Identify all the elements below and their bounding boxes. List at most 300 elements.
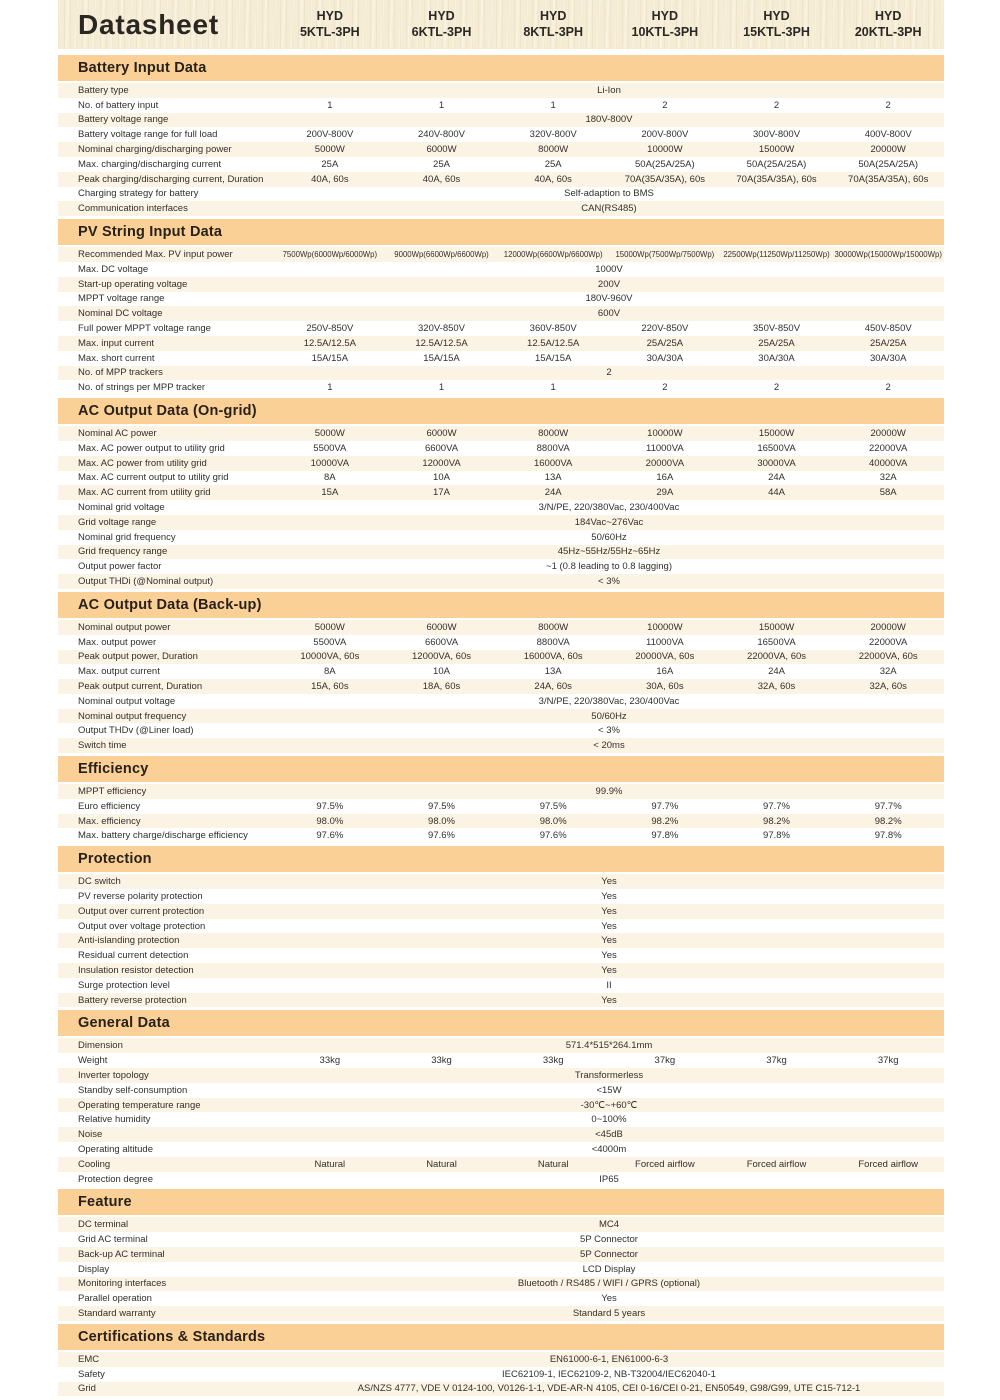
row-label: Monitoring interfaces: [78, 1278, 167, 1290]
row-label: Battery voltage range for full load: [78, 129, 218, 141]
row-value: 16500VA: [757, 636, 796, 648]
table-row: [58, 694, 944, 709]
row-value: 98.0%: [539, 815, 567, 827]
row-value: 2: [885, 99, 891, 111]
row-value: 16A: [656, 666, 674, 678]
row-cells: [274, 816, 944, 827]
column-header-20ktl-3ph: [832, 0, 944, 49]
row-value: 40A, 60s: [422, 173, 461, 185]
table-row: [58, 1127, 944, 1142]
table-row: [58, 292, 944, 307]
row-value: 37kg: [654, 1055, 676, 1067]
row-span-value: Yes: [601, 905, 617, 917]
row-value: 1: [327, 99, 333, 111]
section-header-pv-string-input-data: [58, 219, 944, 245]
row-cells: [274, 338, 944, 349]
row-value: 5500VA: [313, 636, 347, 648]
row-cells: [274, 472, 944, 483]
row-value: 10000W: [647, 621, 683, 633]
row-value: 300V-800V: [753, 129, 801, 141]
row-value: 5000W: [314, 144, 345, 156]
row-span-value: < 3%: [598, 576, 620, 587]
section-header-battery-input-data: [58, 55, 944, 81]
row-value: 37kg: [766, 1055, 787, 1067]
row-value: 15000W: [758, 144, 795, 156]
row-label: No. of strings per MPP tracker: [78, 382, 206, 394]
section-title: Protection: [78, 851, 152, 868]
table-row: [58, 574, 944, 589]
row-span-value: IP65: [599, 1173, 619, 1185]
row-value: 320V-800V: [529, 129, 577, 141]
table-row: [58, 889, 944, 904]
row-span-value: < 20ms: [593, 740, 625, 752]
row-span-value: EN61000-6-1, EN61000-6-3: [549, 1353, 669, 1365]
table-row: [58, 336, 944, 351]
row-value: 33kg: [319, 1055, 341, 1067]
row-cells: [274, 651, 944, 662]
row-value: 400V-800V: [864, 129, 912, 141]
table-row: [58, 157, 944, 172]
row-value: 16500VA: [757, 442, 796, 454]
row-cells: [274, 801, 944, 812]
table-row: [58, 664, 944, 679]
table-row: [58, 515, 944, 530]
row-value: 97.8%: [651, 830, 679, 842]
row-cells: [274, 129, 944, 140]
table-row: [58, 874, 944, 889]
row-span-value: LCD Display: [582, 1263, 636, 1275]
column-model: 8KTL-3PH: [523, 24, 584, 39]
row-span-value: 571.4*515*264.1mm: [565, 1040, 653, 1052]
row-label: Full power MPPT voltage range: [78, 323, 211, 335]
row-label: Max. AC current output to utility grid: [78, 472, 229, 484]
table-row: [58, 635, 944, 650]
table-row: [58, 262, 944, 277]
row-value: 2: [885, 382, 891, 394]
row-value: 5500VA: [313, 442, 347, 454]
row-label: Grid frequency range: [78, 546, 168, 558]
table-row: [58, 113, 944, 128]
row-label: Output over current protection: [78, 905, 205, 917]
row-cells: [274, 1055, 944, 1066]
section-title: Battery Input Data: [78, 60, 207, 76]
row-label: Standard warranty: [78, 1308, 156, 1320]
row-value: 25A/25A: [758, 337, 795, 349]
row-value: 320V-850V: [418, 323, 466, 335]
row-value: 40000VA: [869, 457, 908, 469]
row-value: 8800VA: [536, 636, 570, 648]
column-model: 6KTL-3PH: [411, 24, 472, 39]
row-label: Output THDi (@Nominal output): [78, 576, 214, 587]
row-span-value: Yes: [601, 950, 617, 962]
table-row: [58, 426, 944, 441]
row-label: Communication interfaces: [78, 203, 188, 215]
row-value: 1: [438, 382, 445, 394]
row-label: Operating temperature range: [78, 1099, 201, 1111]
row-value: 15A, 60s: [311, 680, 349, 692]
row-value: 12.5A/12.5A: [527, 337, 580, 349]
row-value: Natural: [426, 1158, 457, 1170]
row-value: 450V-850V: [864, 323, 912, 335]
row-value: 350V-850V: [753, 323, 801, 335]
page-title: Datasheet: [78, 8, 220, 40]
row-span-value: Bluetooth / RS485 / WIFI / GPRS (optional): [517, 1278, 701, 1290]
row-label: Weight: [78, 1055, 108, 1067]
table-row: [58, 172, 944, 187]
row-value: 2: [773, 99, 780, 111]
column-headers: [274, 0, 944, 49]
row-cells: [274, 1159, 944, 1170]
row-label: Max. output power: [78, 636, 157, 648]
row-value: 97.6%: [539, 830, 567, 842]
section-header-feature: [58, 1189, 944, 1215]
row-span-value: IEC62109-1, IEC62109-2, NB-T32004/IEC62040-1: [502, 1368, 716, 1380]
row-cells: [274, 382, 944, 393]
table-row: [58, 1053, 944, 1068]
row-value: 17A: [433, 487, 450, 499]
row-value: 10000VA, 60s: [300, 651, 360, 663]
row-label: Anti-islanding protection: [78, 935, 180, 947]
row-value: 10000W: [647, 144, 683, 156]
row-value: 20000W: [870, 144, 906, 156]
row-label: Nominal charging/discharging power: [78, 144, 232, 156]
row-label: Nominal output power: [78, 621, 171, 633]
section-title: General Data: [78, 1015, 170, 1032]
row-value: 6000W: [426, 144, 457, 156]
row-span-value: 600V: [597, 308, 621, 320]
row-value: 30A/30A: [758, 352, 795, 364]
table-row: [58, 83, 944, 98]
row-value: 32A, 60s: [757, 680, 796, 692]
row-span-value: 1000V: [595, 263, 623, 275]
row-value: 10000W: [647, 428, 683, 440]
row-span-value: AS/NZS 4777, VDE V 0124-100, V0126-1-1, VDE-AR-N 4105, CEI 0-16/CEI 0-21, EN50549, G98/G99, UTE C15-712-1: [357, 1383, 861, 1395]
row-label: No. of battery input: [78, 99, 159, 111]
row-label: Max. battery charge/discharge efficiency: [78, 830, 248, 842]
row-value: 50A(25A/25A): [746, 158, 807, 170]
row-label: Parallel operation: [78, 1293, 152, 1305]
section-title: Efficiency: [78, 761, 149, 778]
row-value: 44A: [768, 487, 785, 499]
row-label: Display: [78, 1263, 110, 1275]
table-row: [58, 993, 944, 1008]
row-value: 12.5A/12.5A: [415, 337, 468, 349]
row-label: DC terminal: [78, 1219, 129, 1231]
section-header-efficiency: [58, 756, 944, 782]
column-brand: HYD: [874, 8, 902, 23]
row-span-value: Yes: [601, 890, 617, 902]
section-title: AC Output Data (On-grid): [78, 403, 257, 420]
table-row: [58, 559, 944, 574]
row-value: 24A, 60s: [534, 680, 572, 692]
table-row: [58, 351, 944, 366]
row-label: Output THDv (@Liner load): [78, 725, 194, 737]
table-row: [58, 530, 944, 545]
table-row: [58, 978, 944, 993]
table-row: [58, 142, 944, 157]
row-value: 40A, 60s: [534, 173, 572, 185]
row-label: Grid: [78, 1383, 96, 1395]
row-value: 97.7%: [874, 800, 902, 812]
row-value: 25A/25A: [869, 337, 907, 349]
row-label: Max. AC current from utility grid: [78, 487, 211, 499]
row-value: 1: [438, 99, 445, 111]
row-value: 30000Wp(15000Wp/15000Wp): [834, 250, 942, 260]
row-label: Nominal grid voltage: [78, 502, 165, 514]
row-value: 16000VA: [533, 457, 573, 469]
row-label: EMC: [78, 1353, 100, 1365]
row-value: 12000VA, 60s: [412, 651, 471, 663]
table-row: [58, 366, 944, 381]
row-value: 25A: [433, 158, 450, 170]
table-row: [58, 1068, 944, 1083]
row-label: Insulation resistor detection: [78, 964, 194, 976]
row-span-value: Yes: [601, 935, 617, 947]
row-value: 25A: [321, 158, 339, 170]
table-row: [58, 201, 944, 216]
table-row: [58, 98, 944, 113]
row-value: 2: [662, 382, 668, 394]
row-label: Nominal grid frequency: [78, 531, 176, 543]
row-label: Peak output power, Duration: [78, 651, 198, 663]
row-value: 15000W: [758, 621, 795, 633]
row-value: 12000Wp(6600Wp/6600Wp): [503, 250, 603, 260]
row-cells: [274, 830, 944, 841]
row-value: 6000W: [426, 621, 457, 633]
row-value: 70A(35A/35A), 60s: [736, 173, 817, 185]
table-row: [58, 277, 944, 292]
row-value: 200V-800V: [641, 129, 689, 141]
column-model: 10KTL-3PH: [631, 24, 699, 39]
table-row: [58, 709, 944, 724]
section-title: Certifications & Standards: [78, 1328, 266, 1345]
section-header-protection: [58, 846, 944, 872]
row-value: 20000W: [870, 621, 906, 633]
row-span-value: <15W: [596, 1084, 622, 1096]
row-label: Peak output current, Duration: [78, 680, 203, 692]
row-value: 30A/30A: [646, 352, 684, 364]
section-title: AC Output Data (Back-up): [78, 596, 262, 613]
table-row: [58, 1247, 944, 1262]
row-value: 24A: [544, 487, 562, 499]
row-span-value: 5P Connector: [580, 1248, 638, 1260]
table-row: [58, 456, 944, 471]
row-value: 11000VA: [646, 442, 684, 454]
row-label: Output over voltage protection: [78, 920, 206, 932]
table-row: [58, 738, 944, 753]
row-value: 98.2%: [651, 815, 679, 827]
row-value: 98.0%: [316, 815, 344, 827]
row-value: 22000VA: [869, 636, 908, 648]
row-value: 360V-850V: [529, 323, 577, 335]
table-row: [58, 1112, 944, 1127]
row-value: 25A: [544, 158, 562, 170]
row-value: 97.7%: [763, 800, 790, 812]
row-span-value: Yes: [601, 1293, 617, 1305]
row-label: Euro efficiency: [78, 800, 141, 812]
row-label: Protection degree: [78, 1173, 153, 1185]
row-value: 15A/15A: [311, 352, 349, 364]
row-value: 15A: [321, 487, 339, 499]
row-value: 22000VA: [869, 442, 908, 454]
row-label: Nominal output voltage: [78, 695, 176, 707]
row-value: 1: [550, 99, 556, 111]
row-label: MPPT efficiency: [78, 785, 147, 797]
row-label: Relative humidity: [78, 1114, 151, 1126]
row-span-value: Yes: [601, 920, 617, 932]
row-span-value: Self-adaption to BMS: [564, 188, 654, 200]
table-row: [58, 1172, 944, 1187]
row-value: 15A/15A: [534, 352, 572, 364]
row-value: 70A(35A/35A), 60s: [848, 173, 929, 185]
row-value: 97.5%: [428, 800, 455, 812]
row-value: 33kg: [431, 1055, 452, 1067]
row-value: 15000Wp(7500Wp/7500Wp): [615, 250, 715, 260]
row-span-value: 5P Connector: [580, 1234, 638, 1246]
table-row: [58, 1098, 944, 1113]
row-span-value: II: [606, 979, 612, 991]
row-span-value: Yes: [601, 964, 617, 976]
table-row: [58, 485, 944, 500]
table-row: [58, 828, 944, 843]
row-label: Output power factor: [78, 561, 162, 573]
row-label: Dimension: [78, 1040, 123, 1052]
row-span-value: Li-Ion: [597, 84, 621, 96]
row-value: 16A: [656, 472, 674, 484]
row-label: Nominal DC voltage: [78, 308, 163, 320]
row-value: 25A/25A: [646, 337, 684, 349]
table-row: [58, 679, 944, 694]
row-label: Recommended Max. PV input power: [78, 249, 233, 261]
row-value: 11000VA: [646, 636, 684, 648]
row-value: 10000VA: [310, 457, 350, 469]
row-label: Standby self-consumption: [78, 1084, 188, 1096]
row-value: 33kg: [542, 1055, 564, 1067]
table-row: [58, 306, 944, 321]
row-span-value: -30℃~+60℃: [580, 1099, 638, 1111]
row-cells: [274, 637, 944, 648]
column-header-15ktl-3ph: [721, 0, 833, 49]
row-span-value: 99.9%: [595, 785, 623, 797]
row-value: 98.2%: [763, 815, 790, 827]
row-value: 97.8%: [763, 830, 790, 842]
row-value: 8000W: [538, 144, 569, 156]
table-row: [58, 1352, 944, 1367]
table-row: [58, 1157, 944, 1172]
section-header-general-data: [58, 1010, 944, 1036]
row-label: Battery reverse protection: [78, 994, 187, 1006]
column-model: 5KTL-3PH: [299, 24, 360, 39]
row-value: 8000W: [538, 621, 569, 633]
row-cells: [274, 323, 944, 334]
row-label: No. of MPP trackers: [78, 367, 163, 379]
row-value: 200V-800V: [306, 129, 354, 141]
table-row: [58, 620, 944, 635]
column-brand: HYD: [539, 8, 567, 23]
table-row: [58, 1217, 944, 1232]
row-label: Nominal AC power: [78, 428, 157, 440]
row-value: 2: [662, 99, 668, 111]
row-cells: [274, 428, 944, 439]
table-row: [58, 127, 944, 142]
section-title: PV String Input Data: [78, 224, 223, 241]
table-row: [58, 500, 944, 515]
row-value: 8800VA: [536, 442, 570, 454]
row-span-value: 45Hz~55Hz/55Hz~65Hz: [557, 546, 661, 558]
row-cells: [274, 622, 944, 633]
row-label: Grid AC terminal: [78, 1234, 148, 1246]
row-value: 10A: [433, 666, 450, 678]
row-span-value: <4000m: [591, 1143, 627, 1155]
row-value: 20000VA, 60s: [635, 651, 695, 663]
row-value: 30A/30A: [869, 352, 907, 364]
row-value: 6000W: [426, 428, 457, 440]
row-cells: [274, 174, 944, 185]
table-row: [58, 247, 944, 262]
row-value: 37kg: [877, 1055, 899, 1067]
row-span-value: 3/N/PE, 220/380Vac, 230/400Vac: [538, 695, 680, 707]
table-row: [58, 1038, 944, 1053]
row-value: 97.7%: [651, 800, 679, 812]
table-row: [58, 723, 944, 738]
row-label: Max. AC power output to utility grid: [78, 442, 225, 454]
row-label: Max. output current: [78, 666, 160, 678]
row-cells: [274, 487, 944, 498]
row-value: 6600VA: [424, 442, 459, 454]
row-label: Residual current detection: [78, 950, 189, 962]
row-value: 12000VA: [422, 457, 461, 469]
row-cells: [274, 100, 944, 111]
column-header-10ktl-3ph: [609, 0, 721, 49]
row-value: 5000W: [314, 621, 345, 633]
row-span-value: Yes: [601, 994, 617, 1006]
row-cells: [274, 666, 944, 677]
row-cells: [274, 458, 944, 469]
row-label: Max. DC voltage: [78, 263, 149, 275]
row-span-value: 200V: [597, 278, 621, 290]
row-value: 97.6%: [428, 830, 455, 842]
column-brand: HYD: [763, 8, 790, 23]
row-label: Max. short current: [78, 352, 155, 364]
row-value: 40A, 60s: [311, 173, 349, 185]
row-label: Max. input current: [78, 337, 155, 349]
row-span-value: 2: [606, 367, 612, 379]
row-cells: [274, 159, 944, 170]
row-value: 97.5%: [539, 800, 567, 812]
row-label: Max. charging/discharging current: [78, 158, 222, 170]
table-row: [58, 545, 944, 560]
row-value: 1: [550, 382, 556, 394]
row-span-value: 180V-800V: [585, 114, 633, 126]
row-span-value: 0~100%: [591, 1114, 627, 1126]
row-value: 16000VA, 60s: [523, 651, 583, 663]
row-value: 98.2%: [874, 815, 902, 827]
table-row: [58, 814, 944, 829]
row-value: 9000Wp(6600Wp/6600Wp): [394, 250, 489, 260]
section-header-ac-output-data-back-up: [58, 592, 944, 618]
row-value: 8A: [324, 666, 336, 678]
row-value: 13A: [544, 666, 562, 678]
column-header-6ktl-3ph: [386, 0, 498, 49]
table-row: [58, 1382, 944, 1397]
column-header-5ktl-3ph: [274, 0, 386, 49]
row-value: 32A: [879, 472, 897, 484]
row-span-value: ~1 (0.8 leading to 0.8 lagging): [546, 561, 672, 573]
row-value: 2: [773, 382, 780, 394]
row-value: 50A(25A/25A): [635, 158, 695, 170]
column-brand: HYD: [651, 8, 679, 23]
row-label: Operating altitude: [78, 1143, 153, 1155]
